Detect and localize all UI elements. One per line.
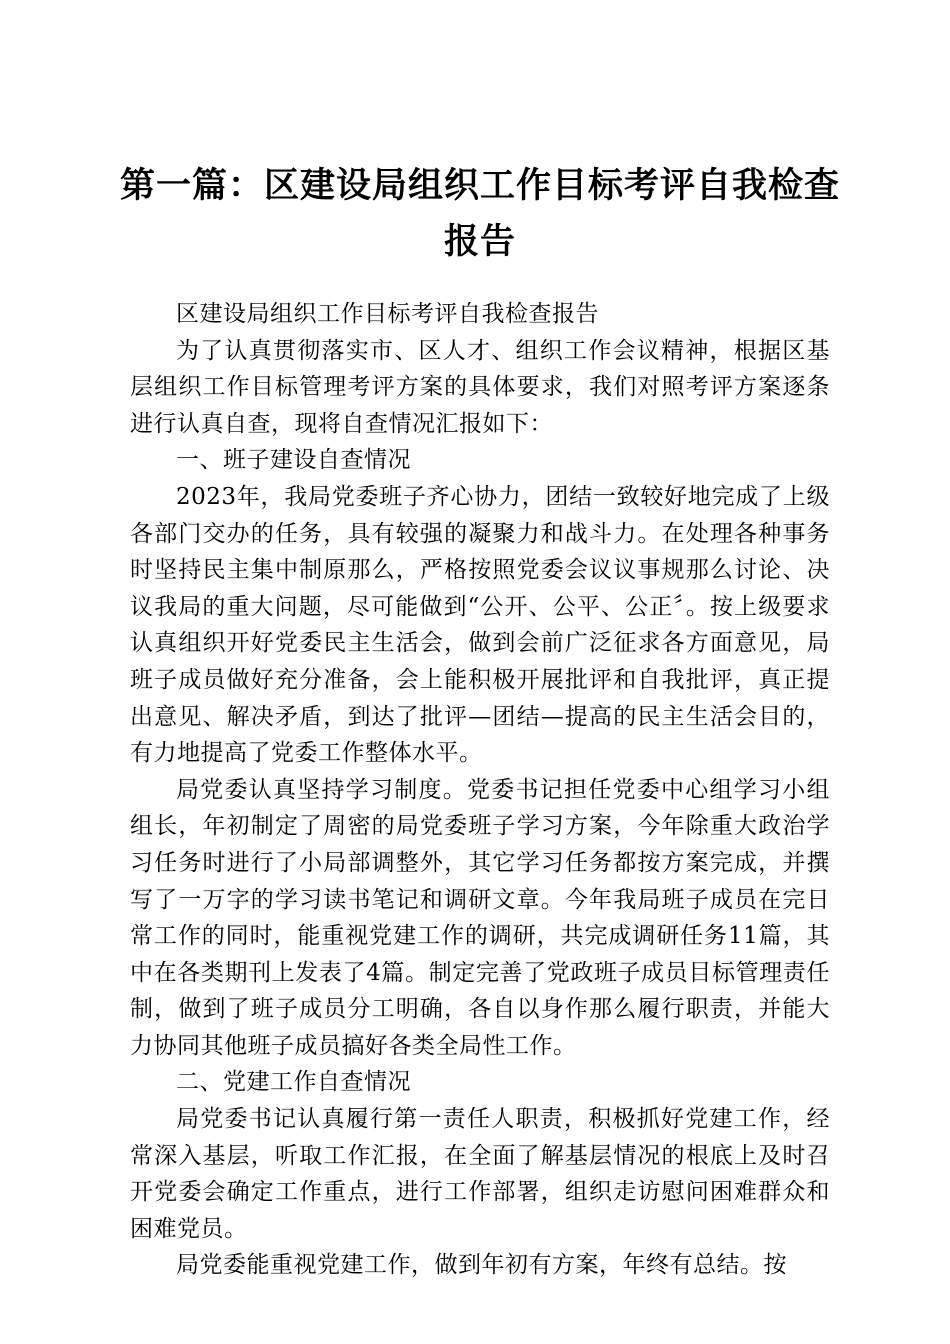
document-body — [130, 296, 830, 1284]
paragraph-intro: 为了认真贯彻落实市、区人才、组织工作会议精神，根据区基层组织工作目标管理考评方案的具体要求，我们对照考评方案逐条进行认真自查，现将自查情况汇报如下： — [130, 337, 830, 437]
document-title: 第一篇：区建设局组织工作目标考评自我检查报告 — [120, 166, 841, 262]
paragraph: 局党委书记认真履行第一责任人职责，积极抓好党建工作，经常深入基层，听取工作汇报，在全面了解基层情况的根底上及时召开党委会确定工作重点，进行工作部署，组织走访慰问困难群众和困难党员。 — [130, 1106, 830, 1242]
paragraph: 2023年，我局党委班子齐心协力，团结一致较好地完成了上级各部门交办的任务，具有较强的凝聚力和战斗力。在处理各种事务时坚持民主集中制原那么，严格按照党委会议议事规那么讨论、决议我局的重大问题，尽可能做到“公开、公平、公正〞。按上级要求认真组织开好党委民主生活会，做到会前广泛征求各方面意见，局班子成员做好充分准备，会上能积极开展批评和自我批评，真正提出意见、解决矛盾，到达了批评—团结—提高的民主生活会目的，有力地提高了党委工作整体水平。 — [130, 483, 830, 767]
paragraph: 局党委认真坚持学习制度。党委书记担任党委中心组学习小组组长，年初制定了周密的局党委班子学习方案，今年除重大政治学习任务时进行了小局部调整外，其它学习任务都按方案完成，并撰写了一万字的学习读书笔记和调研文章。今年我局班子成员在完日常工作的同时，能重视党建工作的调研，共完成调研任务11篇，其中在各类期刊上发表了4篇。制定完善了党政班子成员目标管理责任制，做到了班子成员分工明确，各自以身作那么履行职责，并能大力协同其他班子成员搞好各类全局性工作。 — [130, 776, 830, 1059]
section-heading-party-building: 二、党建工作自查情况 — [176, 1069, 411, 1096]
section-heading-team-building: 一、班子建设自查情况 — [176, 447, 411, 474]
paragraph: 局党委能重视党建工作，做到年初有方案，年终有总结。按 — [176, 1252, 787, 1279]
paragraph-subtitle: 区建设局组织工作目标考评自我检查报告 — [176, 301, 599, 327]
